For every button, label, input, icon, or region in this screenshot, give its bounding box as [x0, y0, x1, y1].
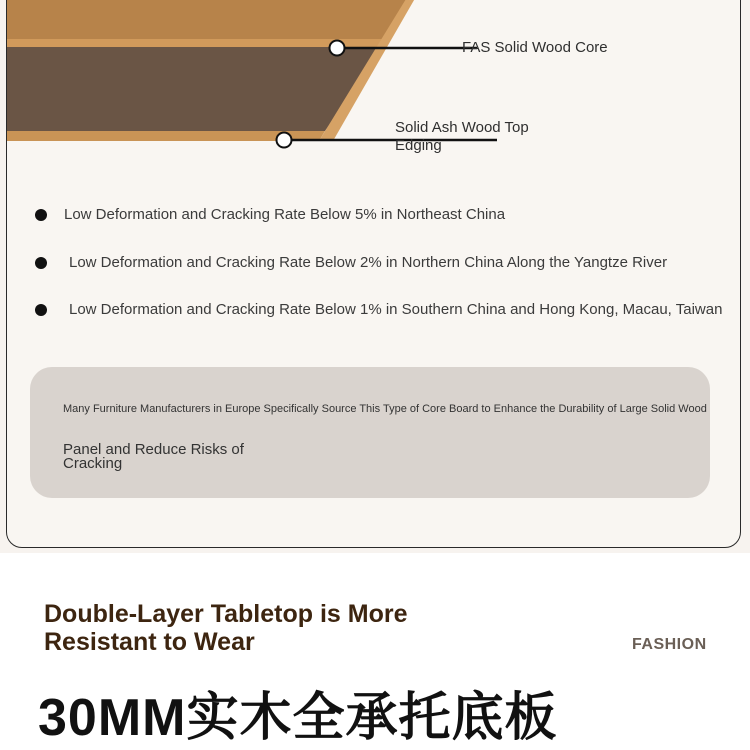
bullet-dot-icon: [35, 209, 47, 221]
callout-dot-edging: [277, 133, 292, 148]
bullet-text: Low Deformation and Cracking Rate Below 1% in Southern China and Hong Kong, Macau, Taiwan: [69, 301, 723, 318]
bullet-text: Low Deformation and Cracking Rate Below 5% in Northeast China: [64, 206, 506, 223]
wood-cross-section-illustration: [7, 0, 740, 181]
bullet-text: Low Deformation and Cracking Rate Below 2% in Northern China Along the Yangtze River: [69, 254, 668, 271]
big-title: 30MM实木全承托底板: [38, 689, 558, 747]
note-box: [30, 367, 710, 498]
section-heading: Double-Layer Tabletop is More Resistant to Wear: [44, 600, 408, 656]
note-line-2: Panel and Reduce Risks of Cracking: [63, 441, 244, 472]
brand-logo-text: FASHION: [632, 636, 707, 653]
bullet-dot-icon: [35, 304, 47, 316]
callout-label-edging: Solid Ash Wood Top Edging: [395, 119, 529, 154]
callout-dot-core: [330, 41, 345, 56]
note-line-1: Many Furniture Manufacturers in Europe Specifically Source This Type of Core Board to Enhance the Durability of Large Solid Wood: [63, 403, 707, 415]
callout-label-core: FAS Solid Wood Core: [462, 39, 608, 56]
wood-top-surface: [7, 0, 417, 39]
wood-core: [7, 47, 383, 131]
bullet-dot-icon: [35, 257, 47, 269]
